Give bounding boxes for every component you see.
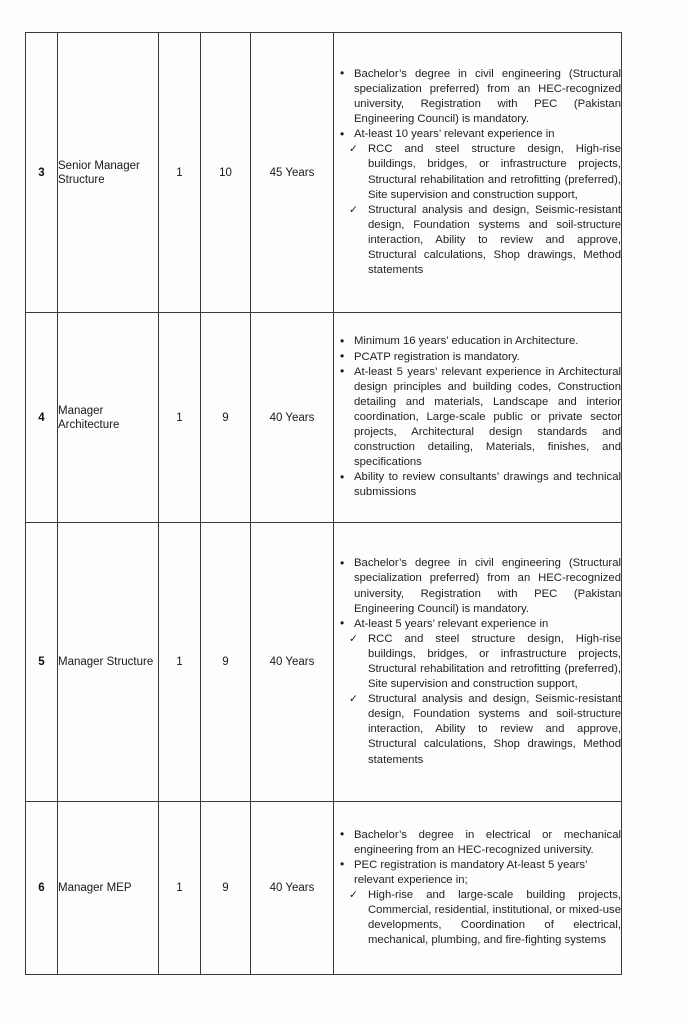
list-item: • At-least 5 years’ relevant experience in Architectural design principles and building codes, Construction detailing and materials, Landscape and interior coordination, Large-scale public or private sector projects, Architectural design standards and construction detailing, Materials, finishes, and specifications	[334, 365, 621, 471]
cell-maximum-age: 40 Years	[251, 313, 334, 523]
qualification-list	[334, 67, 621, 142]
qualification-list	[334, 556, 621, 631]
cell-serial-number: 4	[26, 313, 58, 523]
qualification-sublist	[334, 142, 621, 278]
cell-scale-grade: 9	[201, 313, 251, 523]
cell-number-of-posts: 1	[159, 523, 201, 802]
cell-position-title	[58, 313, 159, 523]
qualification-list	[334, 334, 621, 500]
table-body	[26, 33, 622, 975]
cell-position-title: Manager Structure	[58, 523, 159, 802]
cell-scale-grade: 9	[201, 802, 251, 975]
list-item: ✓ High-rise and large-scale building projects, Commercial, residential, institutional, or mixed-use developments, Coordination of electrical, mechanical, plumbing, and fire-fighting systems	[348, 888, 621, 948]
recruitment-table	[25, 32, 622, 975]
qualification-sublist	[334, 632, 621, 768]
cell-scale-grade: 10	[201, 33, 251, 313]
list-item: • Ability to review consultants’ drawings and technical submissions	[334, 470, 621, 500]
qualification-list	[334, 828, 621, 888]
cell-maximum-age: 40 Years	[251, 523, 334, 802]
list-item: • Minimum 16 years’ education in Architecture.	[334, 334, 621, 349]
cell-serial-number: 5	[26, 523, 58, 802]
cell-position-title: Manager MEP	[58, 802, 159, 975]
list-item: • At-least 5 years’ relevant experience in	[334, 617, 621, 632]
list-item: ✓ RCC and steel structure design, High-rise buildings, bridges, or infrastructure projects, Structural rehabilitation and retrofitting (preferred), Site supervision and construction support,	[348, 632, 621, 692]
cell-number-of-posts: 1	[159, 802, 201, 975]
cell-maximum-age: 45 Years	[251, 33, 334, 313]
cell-maximum-age: 40 Years	[251, 802, 334, 975]
cell-qualification-experience	[334, 313, 622, 523]
cell-qualification-experience	[334, 802, 622, 975]
cell-scale-grade: 9	[201, 523, 251, 802]
list-item: ✓ RCC and steel structure design, High-rise buildings, bridges, or infrastructure projects, Structural rehabilitation and retrofitting (preferred), Site supervision and construction support,	[348, 142, 621, 202]
list-item: ✓ Structural analysis and design, Seismic-resistant design, Foundation systems and soil-structure interaction, Ability to review and approve, Structural calculations, Shop drawings, Method statements	[348, 692, 621, 767]
list-item: • PCATP registration is mandatory.	[334, 350, 621, 365]
cell-serial-number: 3	[26, 33, 58, 313]
cell-number-of-posts: 1	[159, 33, 201, 313]
list-item: • Bachelor’s degree in civil engineering (Structural specialization preferred) from an HEC-recognized university, Registration with PEC (Pakistan Engineering Council) is mandatory.	[334, 556, 621, 616]
position-line-1: Manager Architecture	[58, 404, 120, 431]
cell-qualification-experience	[334, 33, 622, 313]
cell-serial-number: 6	[26, 802, 58, 975]
cell-position-title: Senior Manager Structure	[58, 33, 159, 313]
table-row	[26, 33, 622, 313]
list-item: ✓ Structural analysis and design, Seismic-resistant design, Foundation systems and soil-structure interaction, Ability to review and approve, Structural calculations, Shop drawings, Method statements	[348, 203, 621, 278]
list-item: • Bachelor’s degree in electrical or mechanical engineering from an HEC-recognized university.	[334, 828, 621, 858]
qualification-sublist	[334, 888, 621, 948]
table-row	[26, 313, 622, 523]
table-row	[26, 802, 622, 975]
cell-qualification-experience	[334, 523, 622, 802]
list-item: • At-least 10 years’ relevant experience in	[334, 127, 621, 142]
list-item: • Bachelor’s degree in civil engineering (Structural specialization preferred) from an HEC-recognized university, Registration with PEC (Pakistan Engineering Council) is mandatory.	[334, 67, 621, 127]
list-item: • PEC registration is mandatory At-least 5 years’ relevant experience in;	[334, 858, 621, 888]
table-row	[26, 523, 622, 802]
cell-number-of-posts: 1	[159, 313, 201, 523]
